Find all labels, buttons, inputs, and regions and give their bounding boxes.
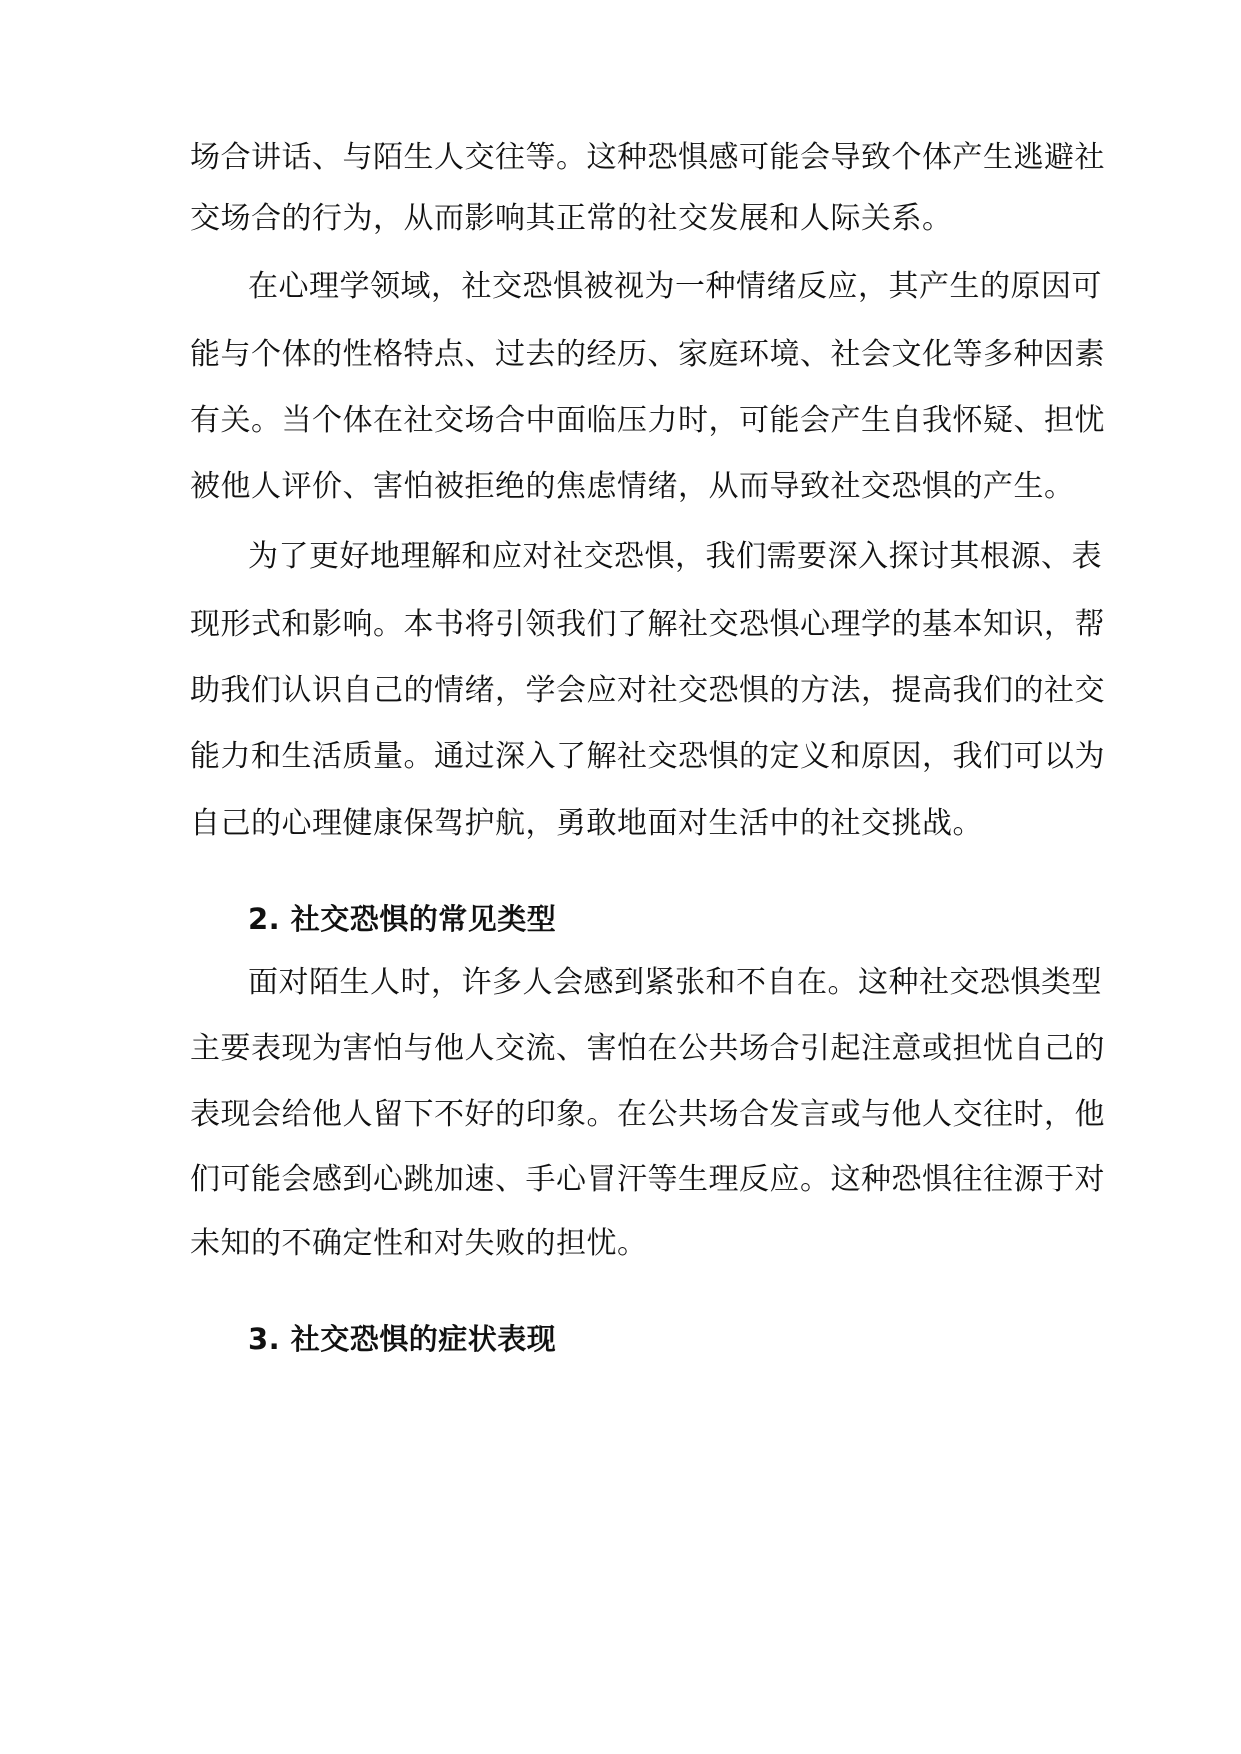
- paragraph-2-line-3: 有关。当个体在社交场合中面临压力时，可能会产生自我怀疑、担忧: [190, 403, 1105, 438]
- paragraph-3-line-4: 能力和生活质量。通过深入了解社交恐惧的定义和原因，我们可以为: [190, 739, 1105, 774]
- paragraph-3-line-3: 助我们认识自己的情绪，学会应对社交恐惧的方法，提高我们的社交: [190, 673, 1105, 708]
- paragraph-1-line-1: 场合讲话、与陌生人交往等。这种恐惧感可能会导致个体产生逃避社: [190, 140, 1105, 175]
- paragraph-2-line-2: 能与个体的性格特点、过去的经历、家庭环境、社会文化等多种因素: [190, 337, 1105, 372]
- paragraph-2-line-4: 被他人评价、害怕被拒绝的焦虑情绪，从而导致社交恐惧的产生。: [190, 469, 1075, 504]
- paragraph-4-line-2: 主要表现为害怕与他人交流、害怕在公共场合引起注意或担忧自己的: [190, 1031, 1105, 1066]
- paragraph-3-line-2: 现形式和影响。本书将引领我们了解社交恐惧心理学的基本知识，帮: [190, 607, 1105, 642]
- paragraph-4-line-1: 面对陌生人时，许多人会感到紧张和不自在。这种社交恐惧类型: [248, 965, 1102, 1000]
- paragraph-4-line-5: 未知的不确定性和对失败的担忧。: [190, 1226, 648, 1261]
- paragraph-3-line-1: 为了更好地理解和应对社交恐惧，我们需要深入探讨其根源、表: [248, 539, 1102, 574]
- section-heading-3: 3. 社交恐惧的症状表现: [248, 1322, 557, 1356]
- paragraph-4-line-4: 们可能会感到心跳加速、手心冒汗等生理反应。这种恐惧往往源于对: [190, 1162, 1105, 1197]
- paragraph-4-line-3: 表现会给他人留下不好的印象。在公共场合发言或与他人交往时，他: [190, 1097, 1105, 1132]
- paragraph-1-line-2: 交场合的行为，从而影响其正常的社交发展和人际关系。: [190, 201, 953, 236]
- section-heading-2: 2. 社交恐惧的常见类型: [248, 902, 557, 936]
- paragraph-2-line-1: 在心理学领域，社交恐惧被视为一种情绪反应，其产生的原因可: [248, 269, 1102, 304]
- paragraph-3-line-5: 自己的心理健康保驾护航，勇敢地面对生活中的社交挑战。: [190, 806, 983, 841]
